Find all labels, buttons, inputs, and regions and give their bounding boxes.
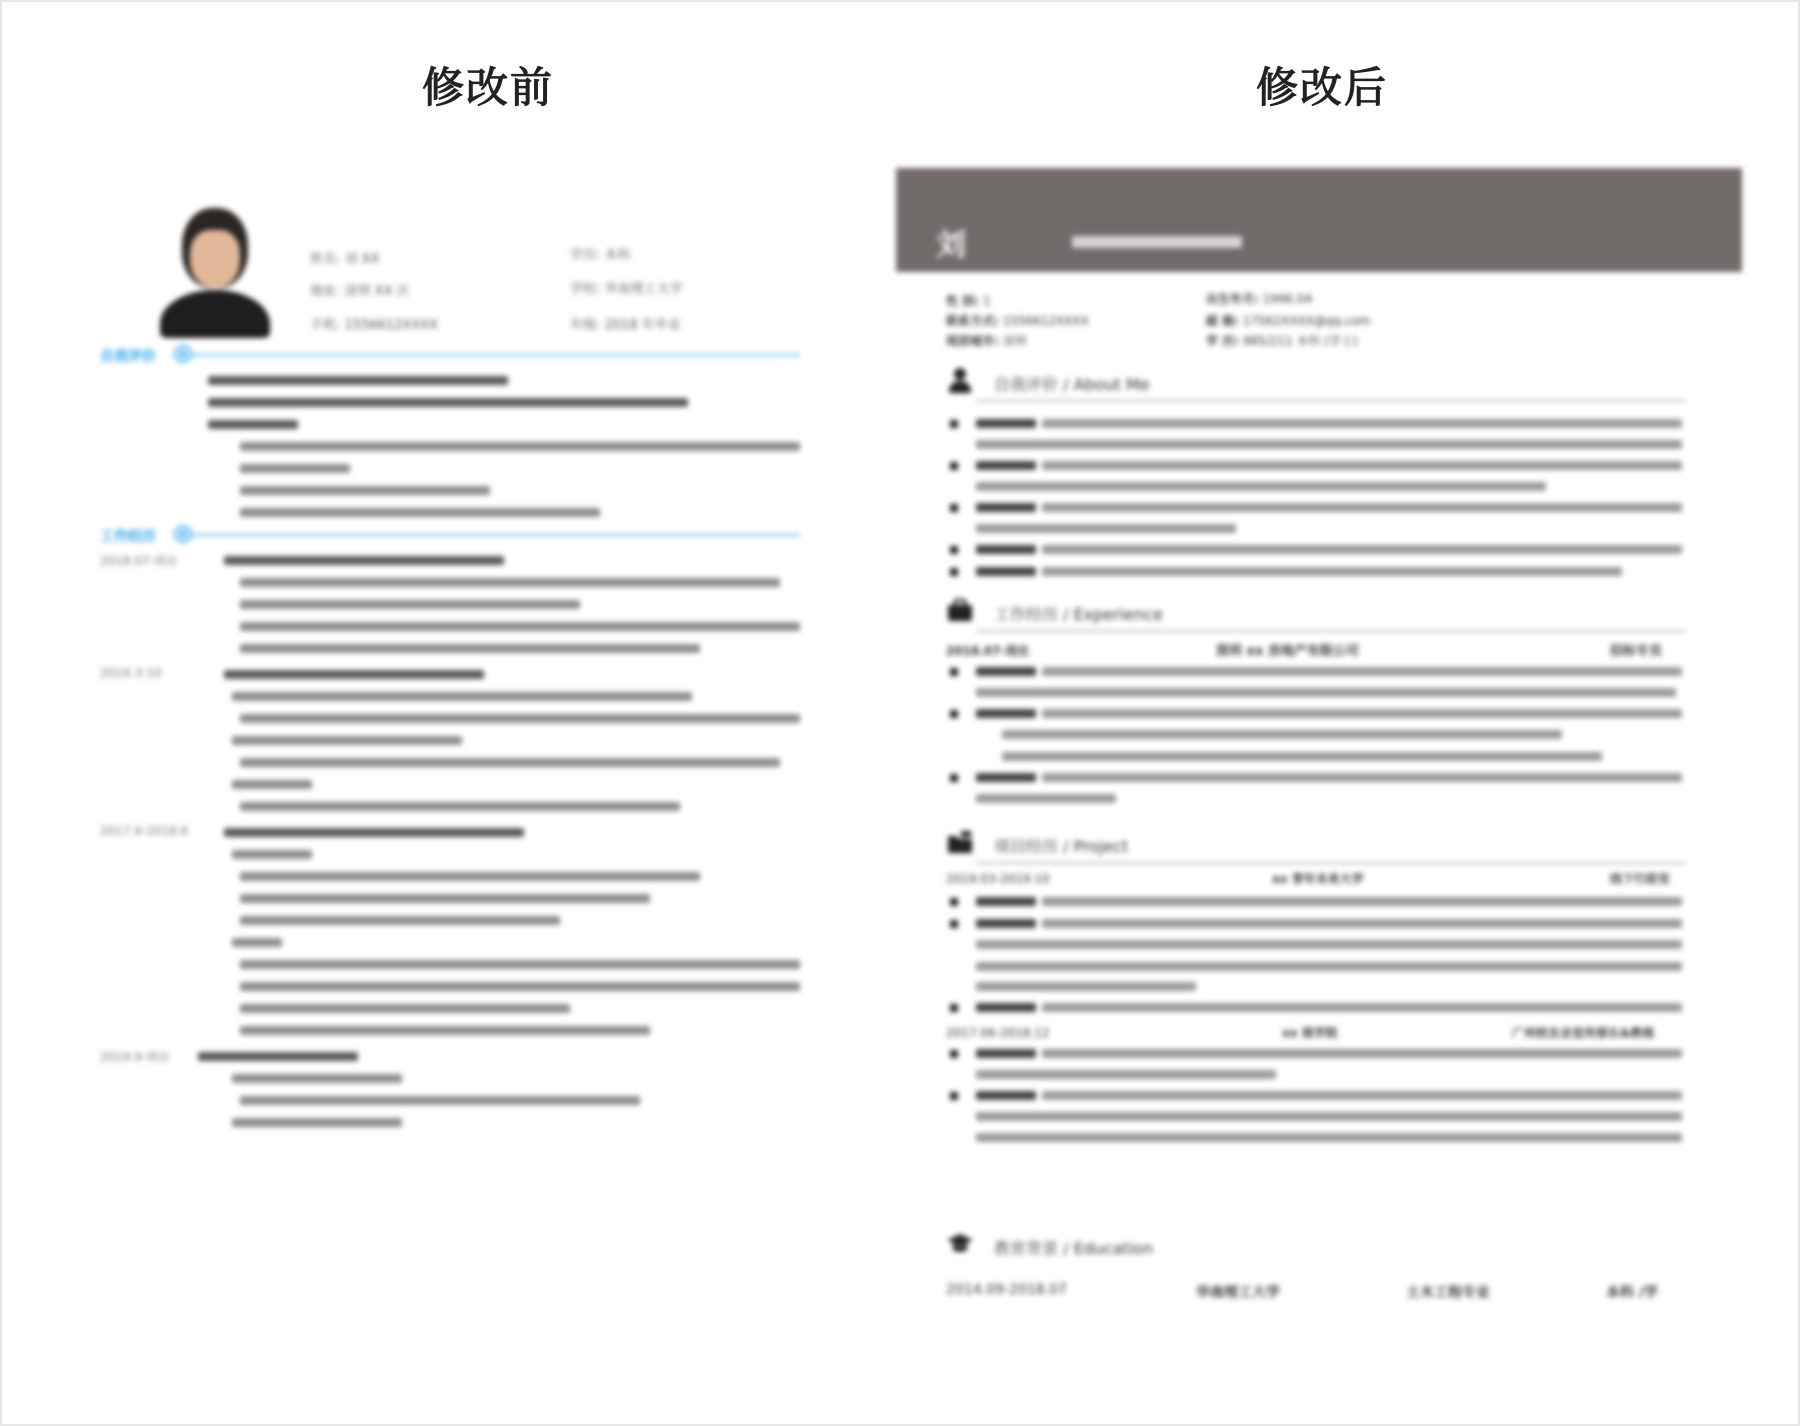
- work-date: 2018.07-现在: [946, 644, 1030, 658]
- section-experience-title: 工作经历 / Experience: [994, 605, 1163, 624]
- after-line: [1042, 1049, 1682, 1058]
- before-line: [240, 486, 490, 495]
- project-date: 2017.06-2018.12: [946, 1026, 1050, 1040]
- before-section-self-eval-label: 自我评价: [100, 349, 156, 365]
- before-line: [240, 802, 680, 811]
- info-gender: 性 别: 1: [946, 294, 991, 308]
- candidate-name: 刘: [936, 228, 966, 263]
- before-info-address: 地址: 深圳 XX 区: [310, 284, 410, 299]
- after-line: [976, 773, 1036, 782]
- before-line: [240, 442, 800, 451]
- before-work-date: 2019.9-现在: [100, 1050, 171, 1064]
- before-line: [240, 758, 780, 767]
- after-line: [976, 940, 1682, 949]
- before-heading-text: 修改前: [422, 63, 555, 112]
- before-line: [232, 692, 692, 701]
- before-line: [240, 1026, 650, 1035]
- bullet-icon: [950, 1092, 958, 1100]
- before-line: [240, 872, 700, 881]
- after-line: [976, 982, 1196, 991]
- before-line: [232, 938, 282, 947]
- before-info-name: 姓名: 刘 XX: [310, 252, 380, 267]
- before-line: [240, 508, 600, 517]
- section-ring-icon: [174, 525, 192, 543]
- before-info-grade: 年级: 2018 年毕业: [570, 318, 681, 333]
- after-line: [1042, 545, 1682, 554]
- before-section-self-eval: [100, 346, 800, 366]
- graduation-cap-icon: [946, 1230, 974, 1258]
- after-line: [976, 1003, 1036, 1012]
- section-rule: [192, 534, 800, 536]
- project-role: 线下行政官: [1610, 872, 1671, 886]
- bullet-icon: [950, 1050, 958, 1058]
- section-about-title: 自我评价 / About Me: [994, 375, 1150, 394]
- work-company: 深圳 xx 房地产有限公司: [1216, 644, 1359, 659]
- before-info-school: 学校: 华南理工大学: [570, 282, 683, 297]
- section-experience: [946, 596, 1686, 630]
- person-icon: [946, 366, 974, 394]
- after-line: [976, 962, 1682, 971]
- section-rule: [976, 400, 1686, 402]
- before-line: [232, 736, 462, 745]
- after-line: [976, 1049, 1036, 1058]
- after-line: [976, 440, 1682, 449]
- after-line: [976, 461, 1036, 470]
- after-line: [1042, 709, 1682, 718]
- after-line: [976, 794, 1116, 803]
- after-line: [1042, 567, 1622, 576]
- after-line: [1042, 1091, 1682, 1100]
- before-info-phone: 手机: 1556612XXXX: [310, 318, 439, 333]
- bullet-icon: [950, 462, 958, 470]
- after-line: [1042, 419, 1682, 428]
- after-line: [1042, 1003, 1682, 1012]
- after-line: [976, 1133, 1682, 1142]
- after-line: [1002, 752, 1602, 761]
- bullet-icon: [950, 774, 958, 782]
- after-line: [976, 567, 1036, 576]
- before-work-date: 2018.07-现在: [100, 554, 178, 568]
- before-line: [224, 556, 504, 565]
- before-section-work: [100, 526, 800, 546]
- info-region: 现居城市: 深圳: [946, 334, 1027, 348]
- job-goal: [1072, 236, 1242, 248]
- before-line: [224, 828, 524, 837]
- after-line: [976, 1070, 1276, 1079]
- info-email: 邮 箱: 17562XXXX@qq.com: [1206, 314, 1371, 328]
- before-info-degree: 学历: 本科: [570, 248, 631, 263]
- after-line: [976, 709, 1036, 718]
- before-section-work-label: 工作经历: [100, 529, 156, 545]
- name-banner: [896, 168, 1742, 272]
- before-line: [240, 600, 580, 609]
- project-date: 2019.03-2019.10: [946, 872, 1050, 886]
- before-line: [208, 376, 508, 385]
- bullet-icon: [950, 920, 958, 928]
- before-line: [240, 916, 560, 925]
- after-education-block: [946, 1230, 1686, 1310]
- before-line: [198, 1052, 358, 1061]
- section-ring-icon: [174, 345, 192, 363]
- before-line: [208, 420, 298, 429]
- bullet-icon: [950, 420, 958, 428]
- work-role: 招标专员: [1610, 644, 1663, 659]
- after-line: [1042, 667, 1682, 676]
- avatar: [160, 208, 270, 338]
- before-line: [232, 780, 312, 789]
- before-line: [240, 960, 800, 969]
- after-line: [976, 545, 1036, 554]
- info-contact: 联系方式: 1556612XXXX: [946, 314, 1089, 328]
- before-line: [240, 464, 350, 473]
- before-work-date: 2017.6-2018.6: [100, 824, 189, 838]
- after-line: [976, 919, 1036, 928]
- after-line: [976, 419, 1036, 428]
- before-heading: [414, 55, 562, 119]
- section-education-title: 教育背景 / Education: [994, 1239, 1154, 1258]
- bullet-icon: [950, 1004, 958, 1012]
- before-line: [240, 1096, 640, 1105]
- after-heading: [1248, 55, 1396, 119]
- before-line: [240, 982, 800, 991]
- section-project: [946, 828, 1686, 862]
- bullet-icon: [950, 668, 958, 676]
- bullet-icon: [950, 710, 958, 718]
- after-line: [1042, 773, 1682, 782]
- before-line: [208, 398, 688, 407]
- before-line: [240, 894, 650, 903]
- before-line: [240, 644, 700, 653]
- education-school: 华南理工大学: [1196, 1285, 1280, 1301]
- education-degree: 本科 /学: [1606, 1285, 1658, 1301]
- after-line: [976, 1112, 1682, 1121]
- section-rule: [976, 630, 1686, 632]
- section-education: [946, 1230, 1686, 1264]
- before-resume: [100, 200, 810, 1140]
- after-line: [1002, 730, 1562, 739]
- section-project-title: 项目经历 / Project: [994, 837, 1129, 856]
- after-line: [976, 524, 1236, 533]
- avatar-body: [160, 290, 270, 338]
- before-line: [232, 850, 312, 859]
- education-major: 土木工程专业: [1406, 1285, 1490, 1301]
- after-line: [1042, 503, 1682, 512]
- after-line: [976, 897, 1036, 906]
- before-line: [240, 622, 800, 631]
- project-org: xx 商学院: [1282, 1026, 1338, 1040]
- after-heading-text: 修改后: [1256, 63, 1389, 112]
- before-line: [232, 1074, 402, 1083]
- before-line: [240, 578, 780, 587]
- before-line: [240, 714, 800, 723]
- info-education: 学 历: 985/211 本科 (学士): [1206, 334, 1358, 348]
- after-line: [976, 688, 1676, 697]
- after-line: [976, 667, 1036, 676]
- after-line: [1042, 897, 1682, 906]
- before-line: [232, 1118, 402, 1127]
- after-line: [976, 503, 1036, 512]
- project-role: 广州校友会宣传部长&教练: [1512, 1026, 1655, 1040]
- info-birth: 出生年月: 1996.04: [1206, 292, 1313, 306]
- briefcase-icon: [946, 596, 974, 624]
- before-line: [240, 1004, 570, 1013]
- bullet-icon: [950, 546, 958, 554]
- before-line: [224, 670, 484, 679]
- after-line: [976, 482, 1546, 491]
- bullet-icon: [950, 504, 958, 512]
- after-line: [1042, 461, 1682, 470]
- education-date: 2014.09-2018.07: [946, 1282, 1067, 1298]
- avatar-face: [190, 230, 240, 288]
- before-work-date: 2019.3-10: [100, 666, 162, 680]
- section-about: [946, 366, 1686, 400]
- after-resume: [896, 168, 1742, 1158]
- bullet-icon: [950, 568, 958, 576]
- folder-icon: [946, 828, 974, 856]
- project-org: xx 青年未来大学: [1272, 872, 1364, 886]
- after-line: [1042, 919, 1682, 928]
- bullet-icon: [950, 898, 958, 906]
- section-rule: [192, 354, 800, 356]
- section-rule: [976, 862, 1686, 864]
- after-line: [976, 1091, 1036, 1100]
